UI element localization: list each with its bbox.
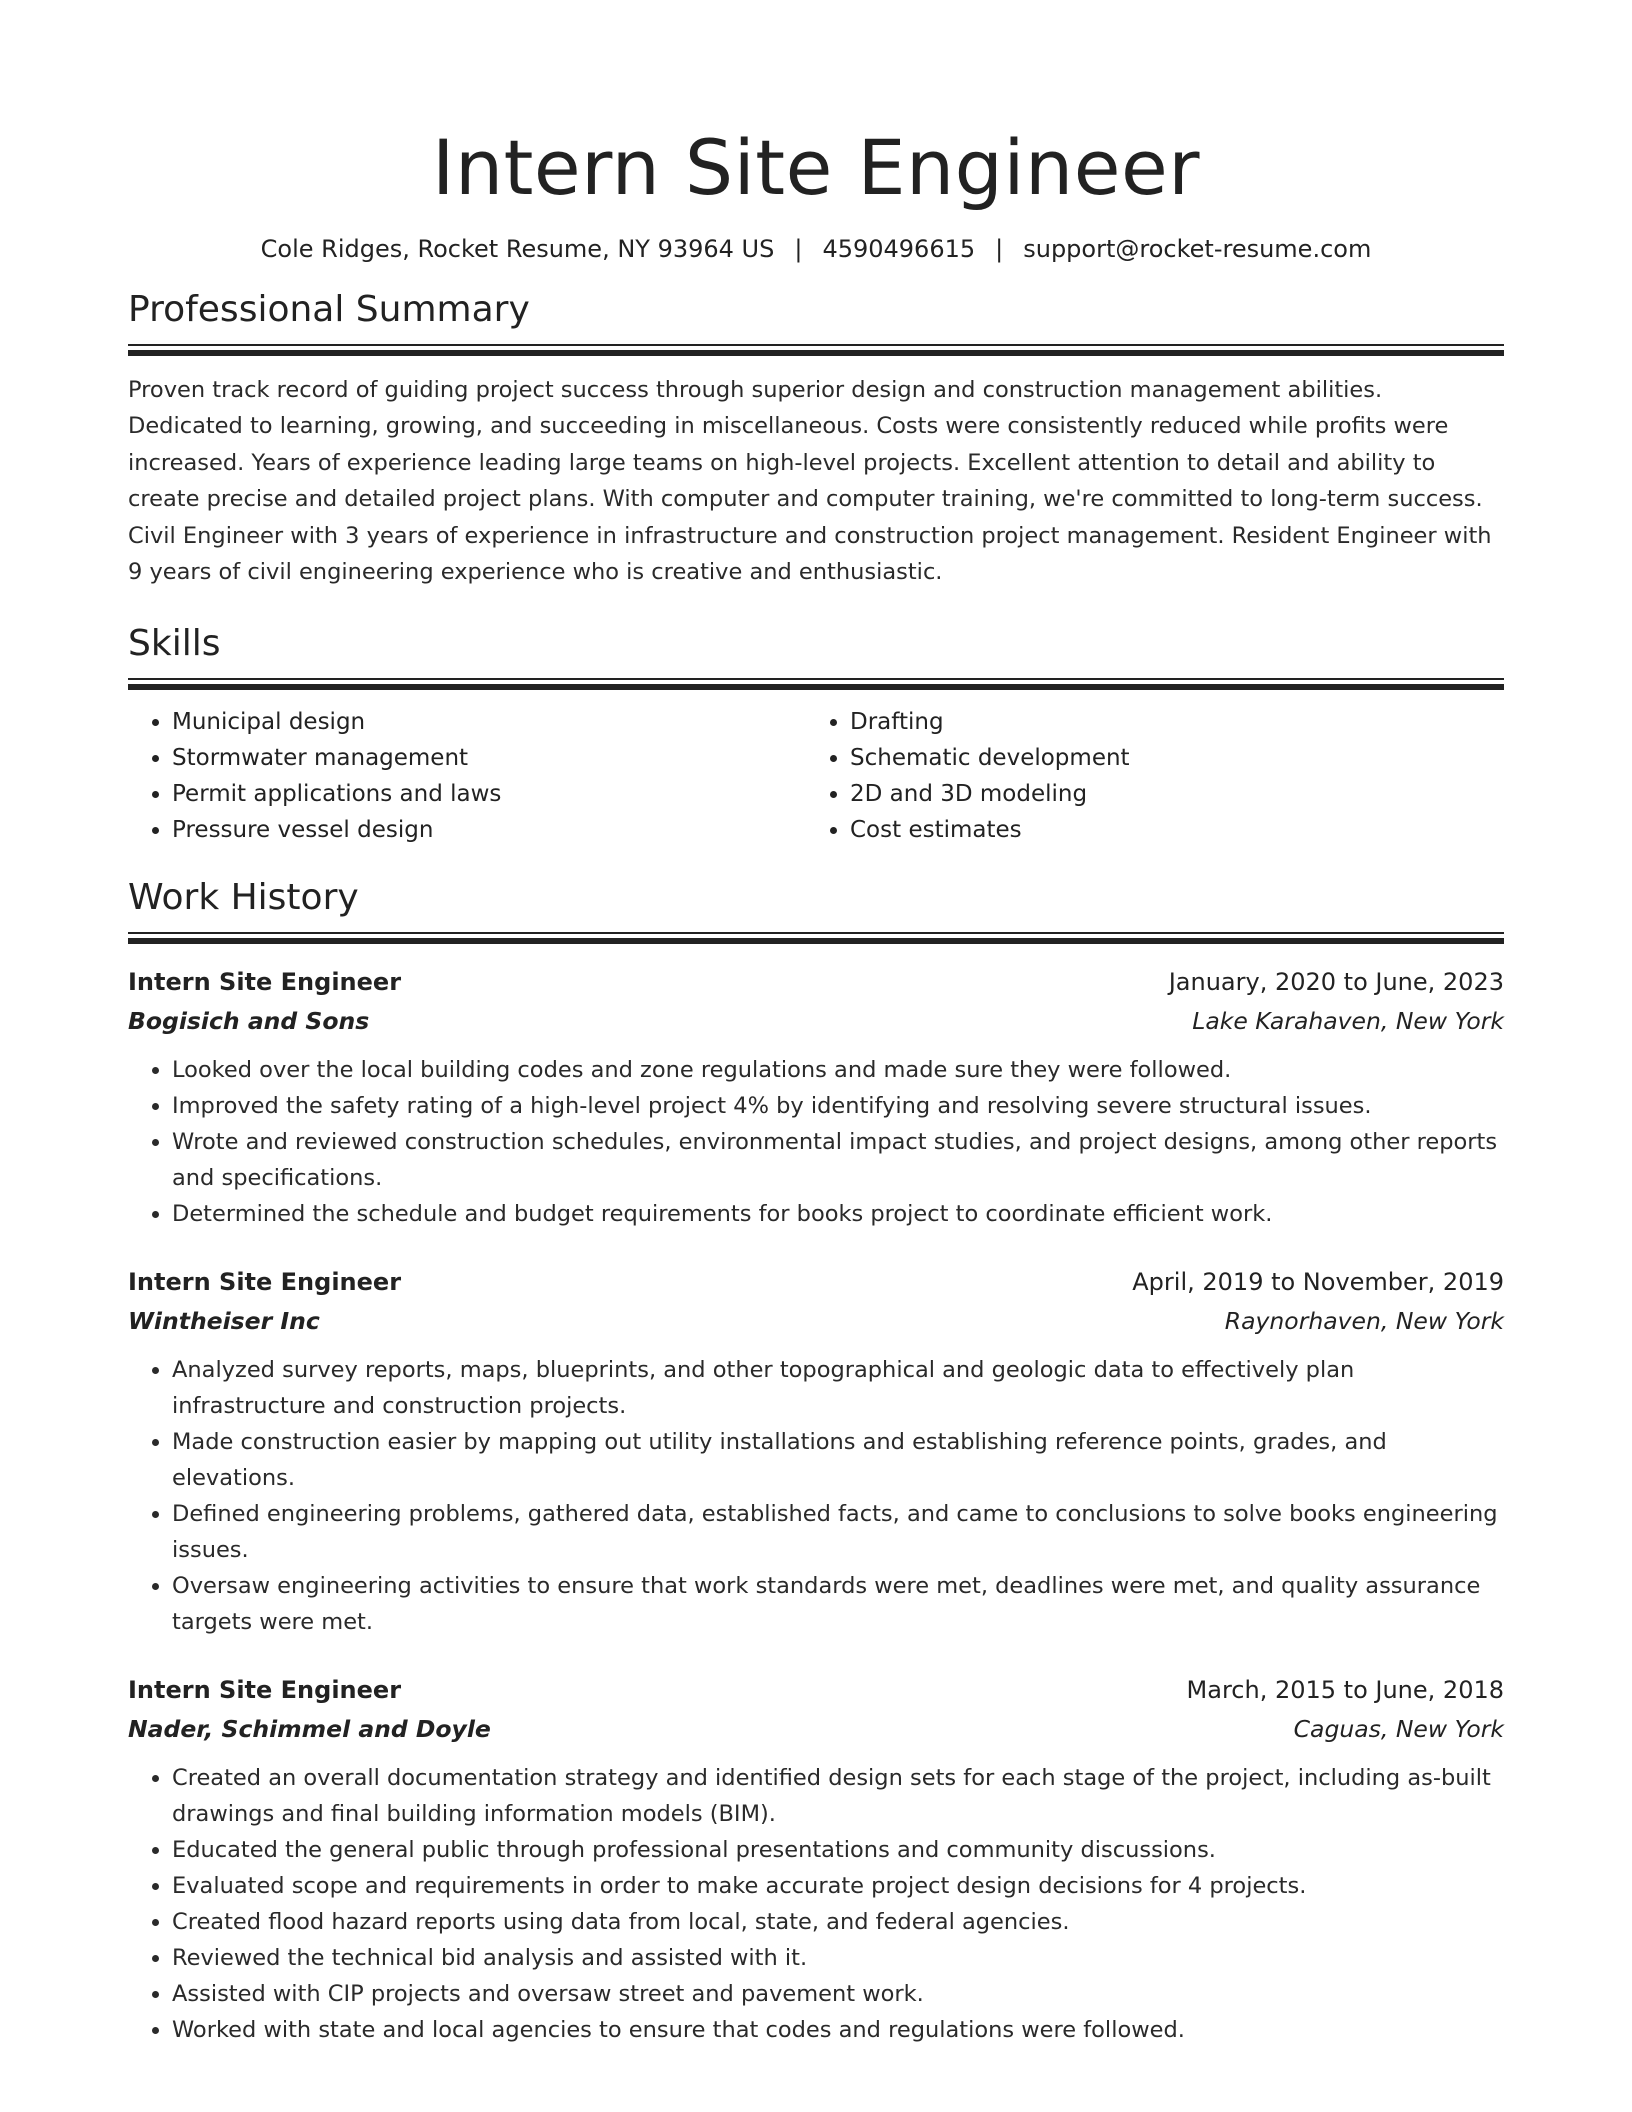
- contact-phone: 4590496615: [822, 235, 976, 263]
- job-dates: January, 2020 to June, 2023: [1168, 968, 1504, 997]
- skill-item: • Municipal design: [172, 704, 806, 740]
- job-company: Bogisich and Sons: [128, 1007, 370, 1036]
- job-bullet: • Created an overall documentation strategy and identified design sets for each stage of the project, including as-built drawings and final building information models (BIM).: [172, 1760, 1504, 1832]
- job-location: Caguas, New York: [1293, 1715, 1504, 1744]
- job-entry: [128, 1262, 1504, 1640]
- resume-page: [128, 0, 1504, 2048]
- job-company: Nader, Schimmel and Doyle: [128, 1715, 491, 1744]
- job-location: Raynorhaven, New York: [1224, 1307, 1504, 1336]
- job-company: Wintheiser Inc: [128, 1307, 320, 1336]
- job-bullet: • Reviewed the technical bid analysis and assisted with it.: [172, 1940, 1504, 1976]
- contact-email: support@rocket-resume.com: [1023, 235, 1372, 263]
- skill-item: • Cost estimates: [850, 812, 1484, 848]
- job-title: Intern Site Engineer: [128, 1268, 402, 1297]
- job-bullet: • Oversaw engineering activities to ensure that work standards were met, deadlines were met, and quality assurance targets were met.: [172, 1568, 1504, 1640]
- job-bullet: • Educated the general public through professional presentations and community discussions.: [172, 1832, 1504, 1868]
- contact-separator: |: [995, 235, 1004, 263]
- skill-item: • Schematic development: [850, 740, 1484, 776]
- skill-item: • 2D and 3D modeling: [850, 776, 1484, 812]
- job-bullet-list: [128, 1052, 1504, 1232]
- job-dates: March, 2015 to June, 2018: [1186, 1676, 1504, 1705]
- job-header-row: [128, 962, 1504, 1002]
- contact-line: [128, 232, 1504, 266]
- skill-item: • Pressure vessel design: [172, 812, 806, 848]
- contact-separator: |: [794, 235, 803, 263]
- job-bullet: • Created flood hazard reports using data from local, state, and federal agencies.: [172, 1904, 1504, 1940]
- job-header-row: [128, 1262, 1504, 1302]
- job-bullet-list: [128, 1760, 1504, 2048]
- job-bullet: • Worked with state and local agencies to ensure that codes and regulations were followed.: [172, 2012, 1504, 2048]
- job-location: Lake Karahaven, New York: [1192, 1007, 1504, 1036]
- job-title: Intern Site Engineer: [128, 968, 402, 997]
- summary-paragraph: Proven track record of guiding project success through superior design and construction management abilities. Dedicated to learning, growing, and succeeding in miscellaneous. Costs were consistently reduced while profits were increased. Years of experience leading large teams on high-level projects. Excellent attention to detail and ability to create precise and detailed project plans. With computer and computer training, we're committed to long-term success. Civil Engineer with 3 years of experience in infrastructure and construction project management. Resident Engineer with 9 years of civil engineering experience who is creative and enthusiastic.: [128, 377, 1492, 586]
- job-bullet: • Improved the safety rating of a high-level project 4% by identifying and resolving severe structural issues.: [172, 1088, 1504, 1124]
- job-bullet: • Made construction easier by mapping out utility installations and establishing reference points, grades, and elevations.: [172, 1424, 1504, 1496]
- job-bullet: • Analyzed survey reports, maps, blueprints, and other topographical and geologic data to effectively plan infrastructure and construction projects.: [172, 1352, 1504, 1424]
- skills-column-right: [806, 704, 1484, 848]
- job-bullet: • Determined the schedule and budget requirements for books project to coordinate efficient work.: [172, 1196, 1504, 1232]
- job-bullet-list: [128, 1352, 1504, 1640]
- section-divider: [128, 932, 1504, 944]
- job-bullet: • Evaluated scope and requirements in order to make accurate project design decisions for 4 projects.: [172, 1868, 1504, 1904]
- skill-item: • Stormwater management: [172, 740, 806, 776]
- job-entry: [128, 962, 1504, 1232]
- job-bullet: • Assisted with CIP projects and oversaw street and pavement work.: [172, 1976, 1504, 2012]
- resume-name-title: Intern Site Engineer: [432, 123, 1200, 212]
- job-bullet: • Defined engineering problems, gathered data, established facts, and came to conclusions to solve books engineering issues.: [172, 1496, 1504, 1568]
- job-bullet: • Wrote and reviewed construction schedules, environmental impact studies, and project designs, among other reports and specifications.: [172, 1124, 1504, 1196]
- section-title-work: Work History: [128, 877, 359, 919]
- skills-section: [128, 620, 1504, 848]
- job-company-row: [128, 1302, 1504, 1340]
- job-company-row: [128, 1002, 1504, 1040]
- section-title-skills: Skills: [128, 623, 221, 665]
- job-header-row: [128, 1670, 1504, 1710]
- skills-grid: [128, 704, 1504, 848]
- skill-item: • Permit applications and laws: [172, 776, 806, 812]
- job-entry: [128, 1670, 1504, 2048]
- section-divider: [128, 344, 1504, 356]
- section-divider: [128, 678, 1504, 690]
- skills-column-left: [128, 704, 806, 848]
- job-bullet: • Looked over the local building codes and zone regulations and made sure they were followed.: [172, 1052, 1504, 1088]
- job-company-row: [128, 1710, 1504, 1748]
- contact-address: Cole Ridges, Rocket Resume, NY 93964 US: [260, 235, 775, 263]
- job-title: Intern Site Engineer: [128, 1676, 402, 1705]
- professional-summary-section: [128, 286, 1504, 590]
- section-title-summary: Professional Summary: [128, 289, 530, 330]
- skill-item: • Drafting: [850, 704, 1484, 740]
- work-history-section: [128, 874, 1504, 2048]
- job-dates: April, 2019 to November, 2019: [1132, 1268, 1504, 1297]
